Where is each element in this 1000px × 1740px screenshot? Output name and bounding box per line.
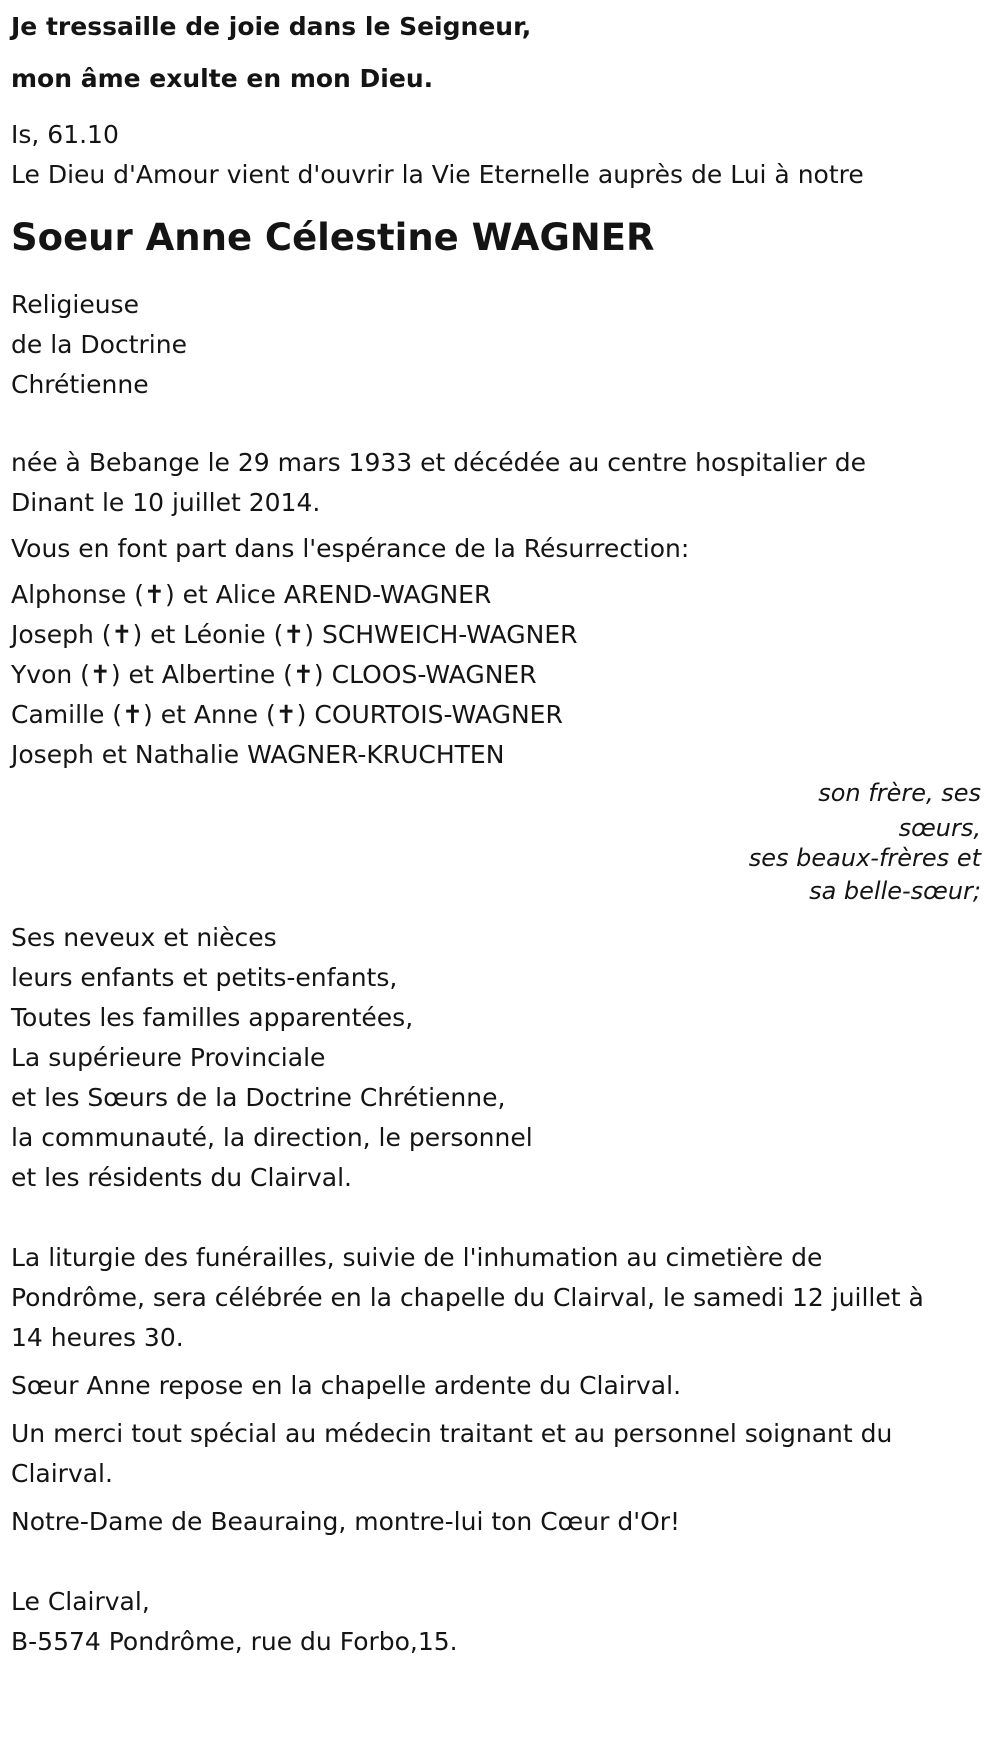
relationship-line: ses beaux-frères et bbox=[748, 844, 981, 872]
announcement-text: Vous en font part dans l'espérance de la Résurrection: bbox=[11, 534, 690, 563]
relatives-line: et les résidents du Clairval. bbox=[11, 1163, 352, 1192]
relationship-line: sa belle-sœur; bbox=[809, 877, 981, 905]
prayer-note bbox=[11, 1502, 991, 1542]
announcement bbox=[11, 529, 991, 569]
cross-icon: ✝ bbox=[283, 620, 305, 649]
birth-death-line-2: Dinant le 10 juillet 2014. bbox=[11, 488, 321, 517]
obituary-notice bbox=[11, 0, 991, 1662]
family-member-line: Yvon (✝) et Albertine (✝) CLOOS-WAGNER bbox=[11, 660, 537, 689]
announcement-intro: Le Dieu d'Amour vient d'ouvrir la Vie Eternelle auprès de Lui à notre bbox=[11, 160, 864, 189]
contact-address bbox=[11, 1582, 991, 1662]
funeral-liturgy bbox=[11, 1238, 991, 1358]
relationship-line: son frère, ses bbox=[818, 779, 981, 807]
cross-icon: ✝ bbox=[111, 620, 133, 649]
cross-icon: ✝ bbox=[89, 660, 111, 689]
relatives-list bbox=[11, 918, 991, 1198]
relatives-line: La supérieure Provinciale bbox=[11, 1043, 326, 1072]
relatives-line: Toutes les familles apparentées, bbox=[11, 1003, 414, 1032]
cross-icon: ✝ bbox=[144, 580, 165, 609]
role-line: de la Doctrine bbox=[11, 330, 187, 359]
relationship-line: sœurs, bbox=[898, 814, 981, 842]
chapel-text: Sœur Anne repose en la chapelle ardente du Clairval. bbox=[11, 1371, 682, 1400]
family-member-line: Alphonse (✝) et Alice AREND-WAGNER bbox=[11, 580, 492, 609]
scripture-verse bbox=[11, 0, 991, 105]
deceased-role bbox=[11, 285, 991, 405]
verse-line-1: Je tressaille de joie dans le Seigneur, bbox=[11, 12, 532, 41]
relationship-label bbox=[11, 775, 981, 910]
birth-death-info bbox=[11, 443, 991, 523]
cross-icon: ✝ bbox=[292, 660, 314, 689]
family-member-line: Joseph (✝) et Léonie (✝) SCHWEICH-WAGNER bbox=[11, 620, 578, 649]
verse-citation: Is, 61.10 bbox=[11, 120, 119, 149]
verse-line-2: mon âme exulte en mon Dieu. bbox=[11, 64, 434, 93]
address-line: Le Clairval, bbox=[11, 1587, 150, 1616]
cross-icon: ✝ bbox=[275, 700, 297, 729]
prayer-text: Notre-Dame de Beauraing, montre-lui ton Cœur d'Or! bbox=[11, 1507, 681, 1536]
liturgy-line: 14 heures 30. bbox=[11, 1323, 184, 1352]
thanks-note bbox=[11, 1414, 991, 1494]
verse-reference bbox=[11, 115, 991, 195]
relatives-line: Ses neveux et nièces bbox=[11, 923, 277, 952]
liturgy-line: Pondrôme, sera célébrée en la chapelle du Clairval, le samedi 12 juillet à bbox=[11, 1283, 924, 1312]
relatives-line: leurs enfants et petits-enfants, bbox=[11, 963, 398, 992]
thanks-line: Un merci tout spécial au médecin traitant et au personnel soignant du bbox=[11, 1419, 893, 1448]
family-member-line: Camille (✝) et Anne (✝) COURTOIS-WAGNER bbox=[11, 700, 563, 729]
birth-death-line-1: née à Bebange le 29 mars 1933 et décédée au centre hospitalier de bbox=[11, 448, 866, 477]
relatives-line: et les Sœurs de la Doctrine Chrétienne, bbox=[11, 1083, 506, 1112]
family-member-line: Joseph et Nathalie WAGNER-KRUCHTEN bbox=[11, 740, 505, 769]
deceased-name: Soeur Anne Célestine WAGNER bbox=[11, 216, 655, 259]
liturgy-line: La liturgie des funérailles, suivie de l'inhumation au cimetière de bbox=[11, 1243, 823, 1272]
chapel-note bbox=[11, 1366, 991, 1406]
relatives-line: la communauté, la direction, le personnel bbox=[11, 1123, 533, 1152]
cross-icon: ✝ bbox=[122, 700, 144, 729]
family-list bbox=[11, 575, 991, 775]
role-line: Chrétienne bbox=[11, 370, 149, 399]
role-line: Religieuse bbox=[11, 290, 139, 319]
address-line: B-5574 Pondrôme, rue du Forbo,15. bbox=[11, 1627, 458, 1656]
thanks-line: Clairval. bbox=[11, 1459, 113, 1488]
